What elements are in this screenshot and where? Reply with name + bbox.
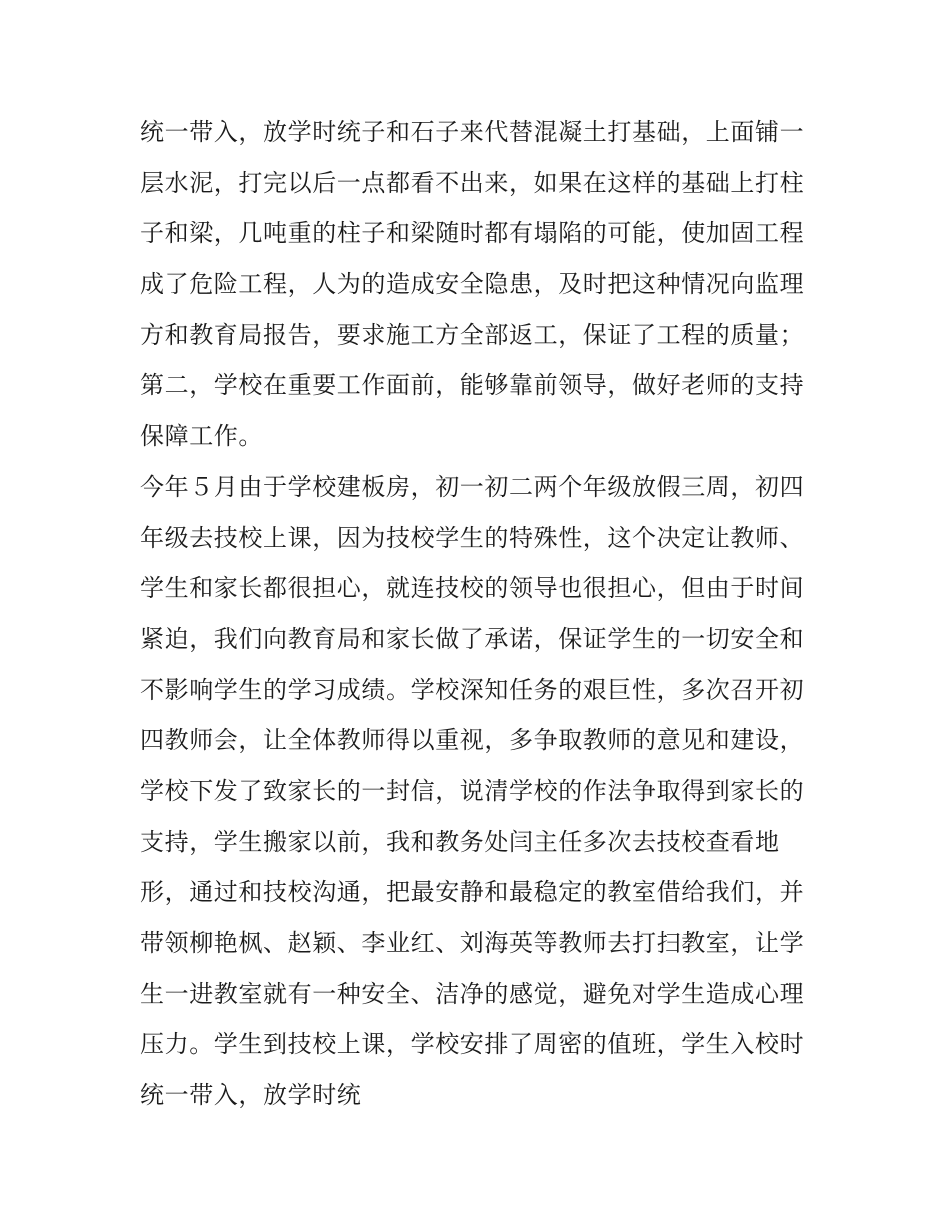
text-line: 统一带入，放学时统子和石子来代替混凝土打基础，上面铺一 <box>140 118 805 146</box>
text-line: 第二，学校在重要工作面前，能够靠前领导，做好老师的支持 <box>140 371 805 400</box>
text-line: 学校下发了致家长的一封信，说清学校的作法争取得到家长的 <box>140 776 805 805</box>
text-line: 成了危险工程，人为的造成安全隐患，及时把这种情况向监理 <box>140 270 805 299</box>
text-line: 形，通过和技校沟通，把最安静和最稳定的教室借给我们，并 <box>140 878 805 907</box>
text-line: 今年５月由于学校建板房，初一初二两个年级放假三周，初四 <box>140 472 805 501</box>
text-line: 统一带入，放学时统 <box>140 1081 362 1110</box>
text-line: 年级去技校上课，因为技校学生的特殊性，这个决定让教师、 <box>140 523 805 552</box>
text-line: 不影响学生的学习成绩。学校深知任务的艰巨性，多次召开初 <box>140 675 805 704</box>
text-line: 保障工作。 <box>140 422 263 451</box>
body-text <box>140 107 830 1121</box>
text-line: 学生和家长都很担心，就连技校的领导也很担心，但由于时间 <box>140 574 805 603</box>
text-line: 紧迫，我们向教育局和家长做了承诺，保证学生的一切安全和 <box>140 624 805 653</box>
text-line: 子和梁，几吨重的柱子和梁随时都有塌陷的可能，使加固工程 <box>140 219 805 248</box>
text-line: 压力。学生到技校上课，学校安排了周密的值班，学生入校时 <box>140 1030 805 1059</box>
text-line: 层水泥，打完以后一点都看不出来，如果在这样的基础上打柱 <box>140 168 805 197</box>
text-line: 支持，学生搬家以前，我和教务处闫主任多次去技校查看地 <box>140 827 780 856</box>
text-line: 带领柳艳枫、赵颖、李业红、刘海英等教师去打扫教室，让学 <box>140 929 805 957</box>
text-line: 四教师会，让全体教师得以重视，多争取教师的意见和建设， <box>140 726 805 755</box>
text-line: 生一进教室就有一种安全、洁净的感觉，避免对学生造成心理 <box>140 979 805 1008</box>
text-line: 方和教育局报告，要求施工方全部返工，保证了工程的质量； <box>140 320 805 349</box>
